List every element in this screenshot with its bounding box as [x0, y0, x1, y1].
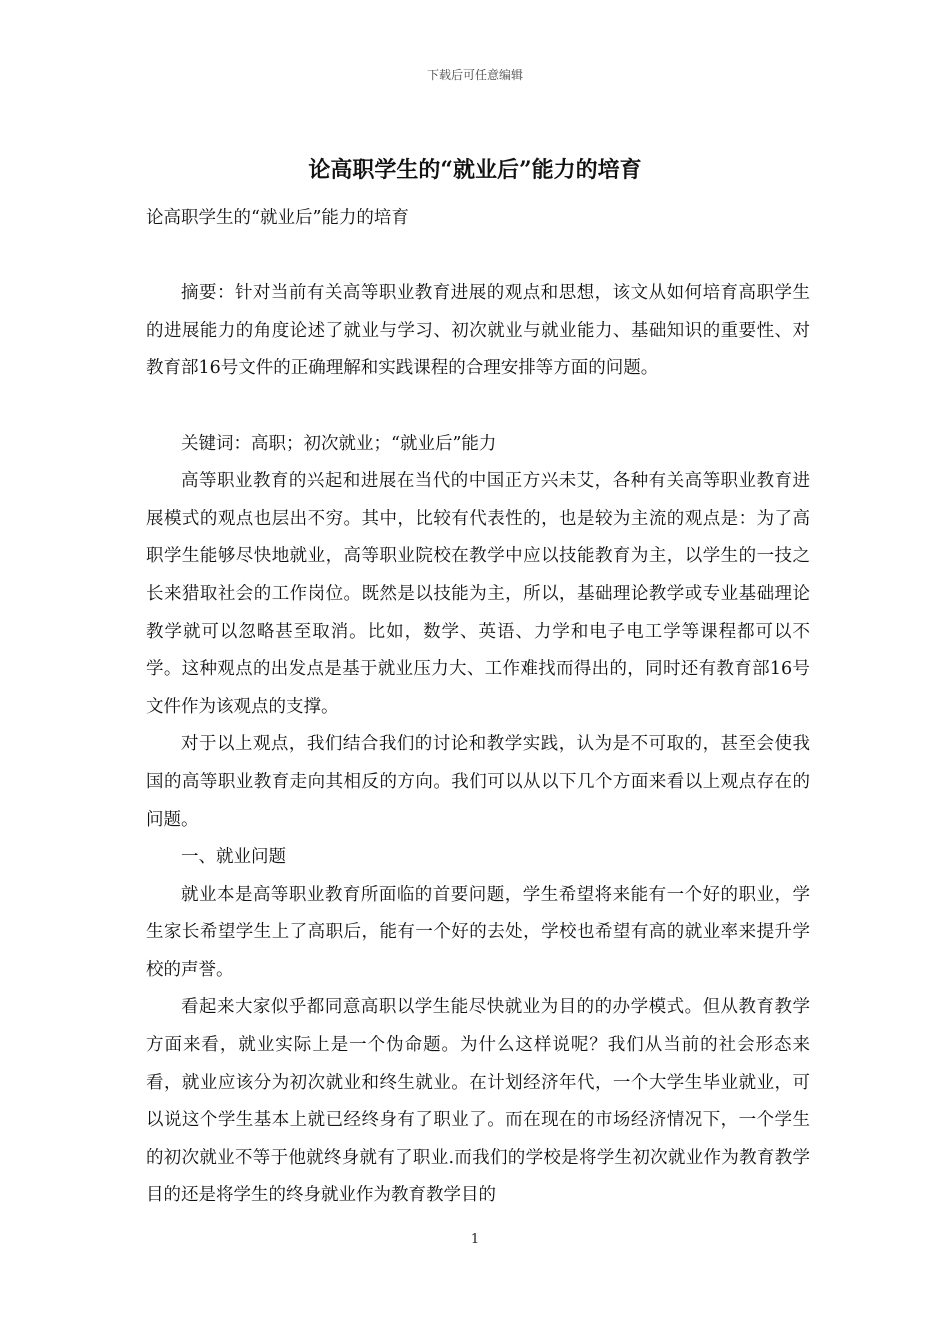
- abstract-paragraph: 摘要：针对当前有关高等职业教育进展的观点和思想，该文从如何培育高职学生的进展能力的角度论述了就业与学习、初次就业与就业能力、基础知识的重要性、对教育部16号文件的正确理解和实践课程的合理安排等方面的问题。: [146, 283, 810, 379]
- body-paragraph: 高等职业教育的兴起和进展在当代的中国正方兴未艾，各种有关高等职业教育进展模式的观点也层出不穷。其中，比较有代表性的，也是较为主流的观点是：为了高职学生能够尽快地就业，高等职业院校在教学中应以技能教育为主，以学生的一技之长来猎取社会的工作岗位。既然是以技能为主，所以，基础理论教学或专业基础理论教学就可以忽略甚至取消。比如，数学、英语、力学和电子电工学等课程都可以不学。这种观点的出发点是基于就业压力大、工作难找而得出的，同时还有教育部16号文件作为该观点的支撑。: [146, 471, 810, 717]
- page-header-note: 下载后可任意编辑: [426, 68, 523, 82]
- section-heading: 一、就业问题: [181, 847, 286, 868]
- keywords-line: 关键词：高职；初次就业；“就业后”能力: [181, 433, 497, 454]
- document-title: 论高职学生的“就业后”能力的培育: [308, 157, 642, 183]
- body-paragraph: 对于以上观点，我们结合我们的讨论和教学实践，认为是不可取的，甚至会使我国的高等职业教育走向其相反的方向。我们可以从以下几个方面来看以上观点存在的问题。: [146, 734, 810, 830]
- document-subtitle: 论高职学生的“就业后”能力的培育: [146, 208, 409, 228]
- page-number: 1: [470, 1232, 480, 1247]
- body-paragraph: 看起来大家似乎都同意高职以学生能尽快就业为目的的办学模式。但从教育教学方面来看，就业实际上是一个伪命题。为什么这样说呢？我们从当前的社会形态来看，就业应该分为初次就业和终生就业。在计划经济年代，一个大学生毕业就业，可以说这个学生基本上就已经终身有了职业了。而在现在的市场经济情况下，一个学生的初次就业不等于他就终身就有了职业.而我们的学校是将学生初次就业作为教育教学目的还是将学生的终身就业作为教育教学目的: [146, 997, 810, 1206]
- document-body: [146, 200, 810, 1215]
- body-paragraph: 就业本是高等职业教育所面临的首要问题，学生希望将来能有一个好的职业，学生家长希望学生上了高职后，能有一个好的去处，学校也希望有高的就业率来提升学校的声誉。: [146, 884, 810, 980]
